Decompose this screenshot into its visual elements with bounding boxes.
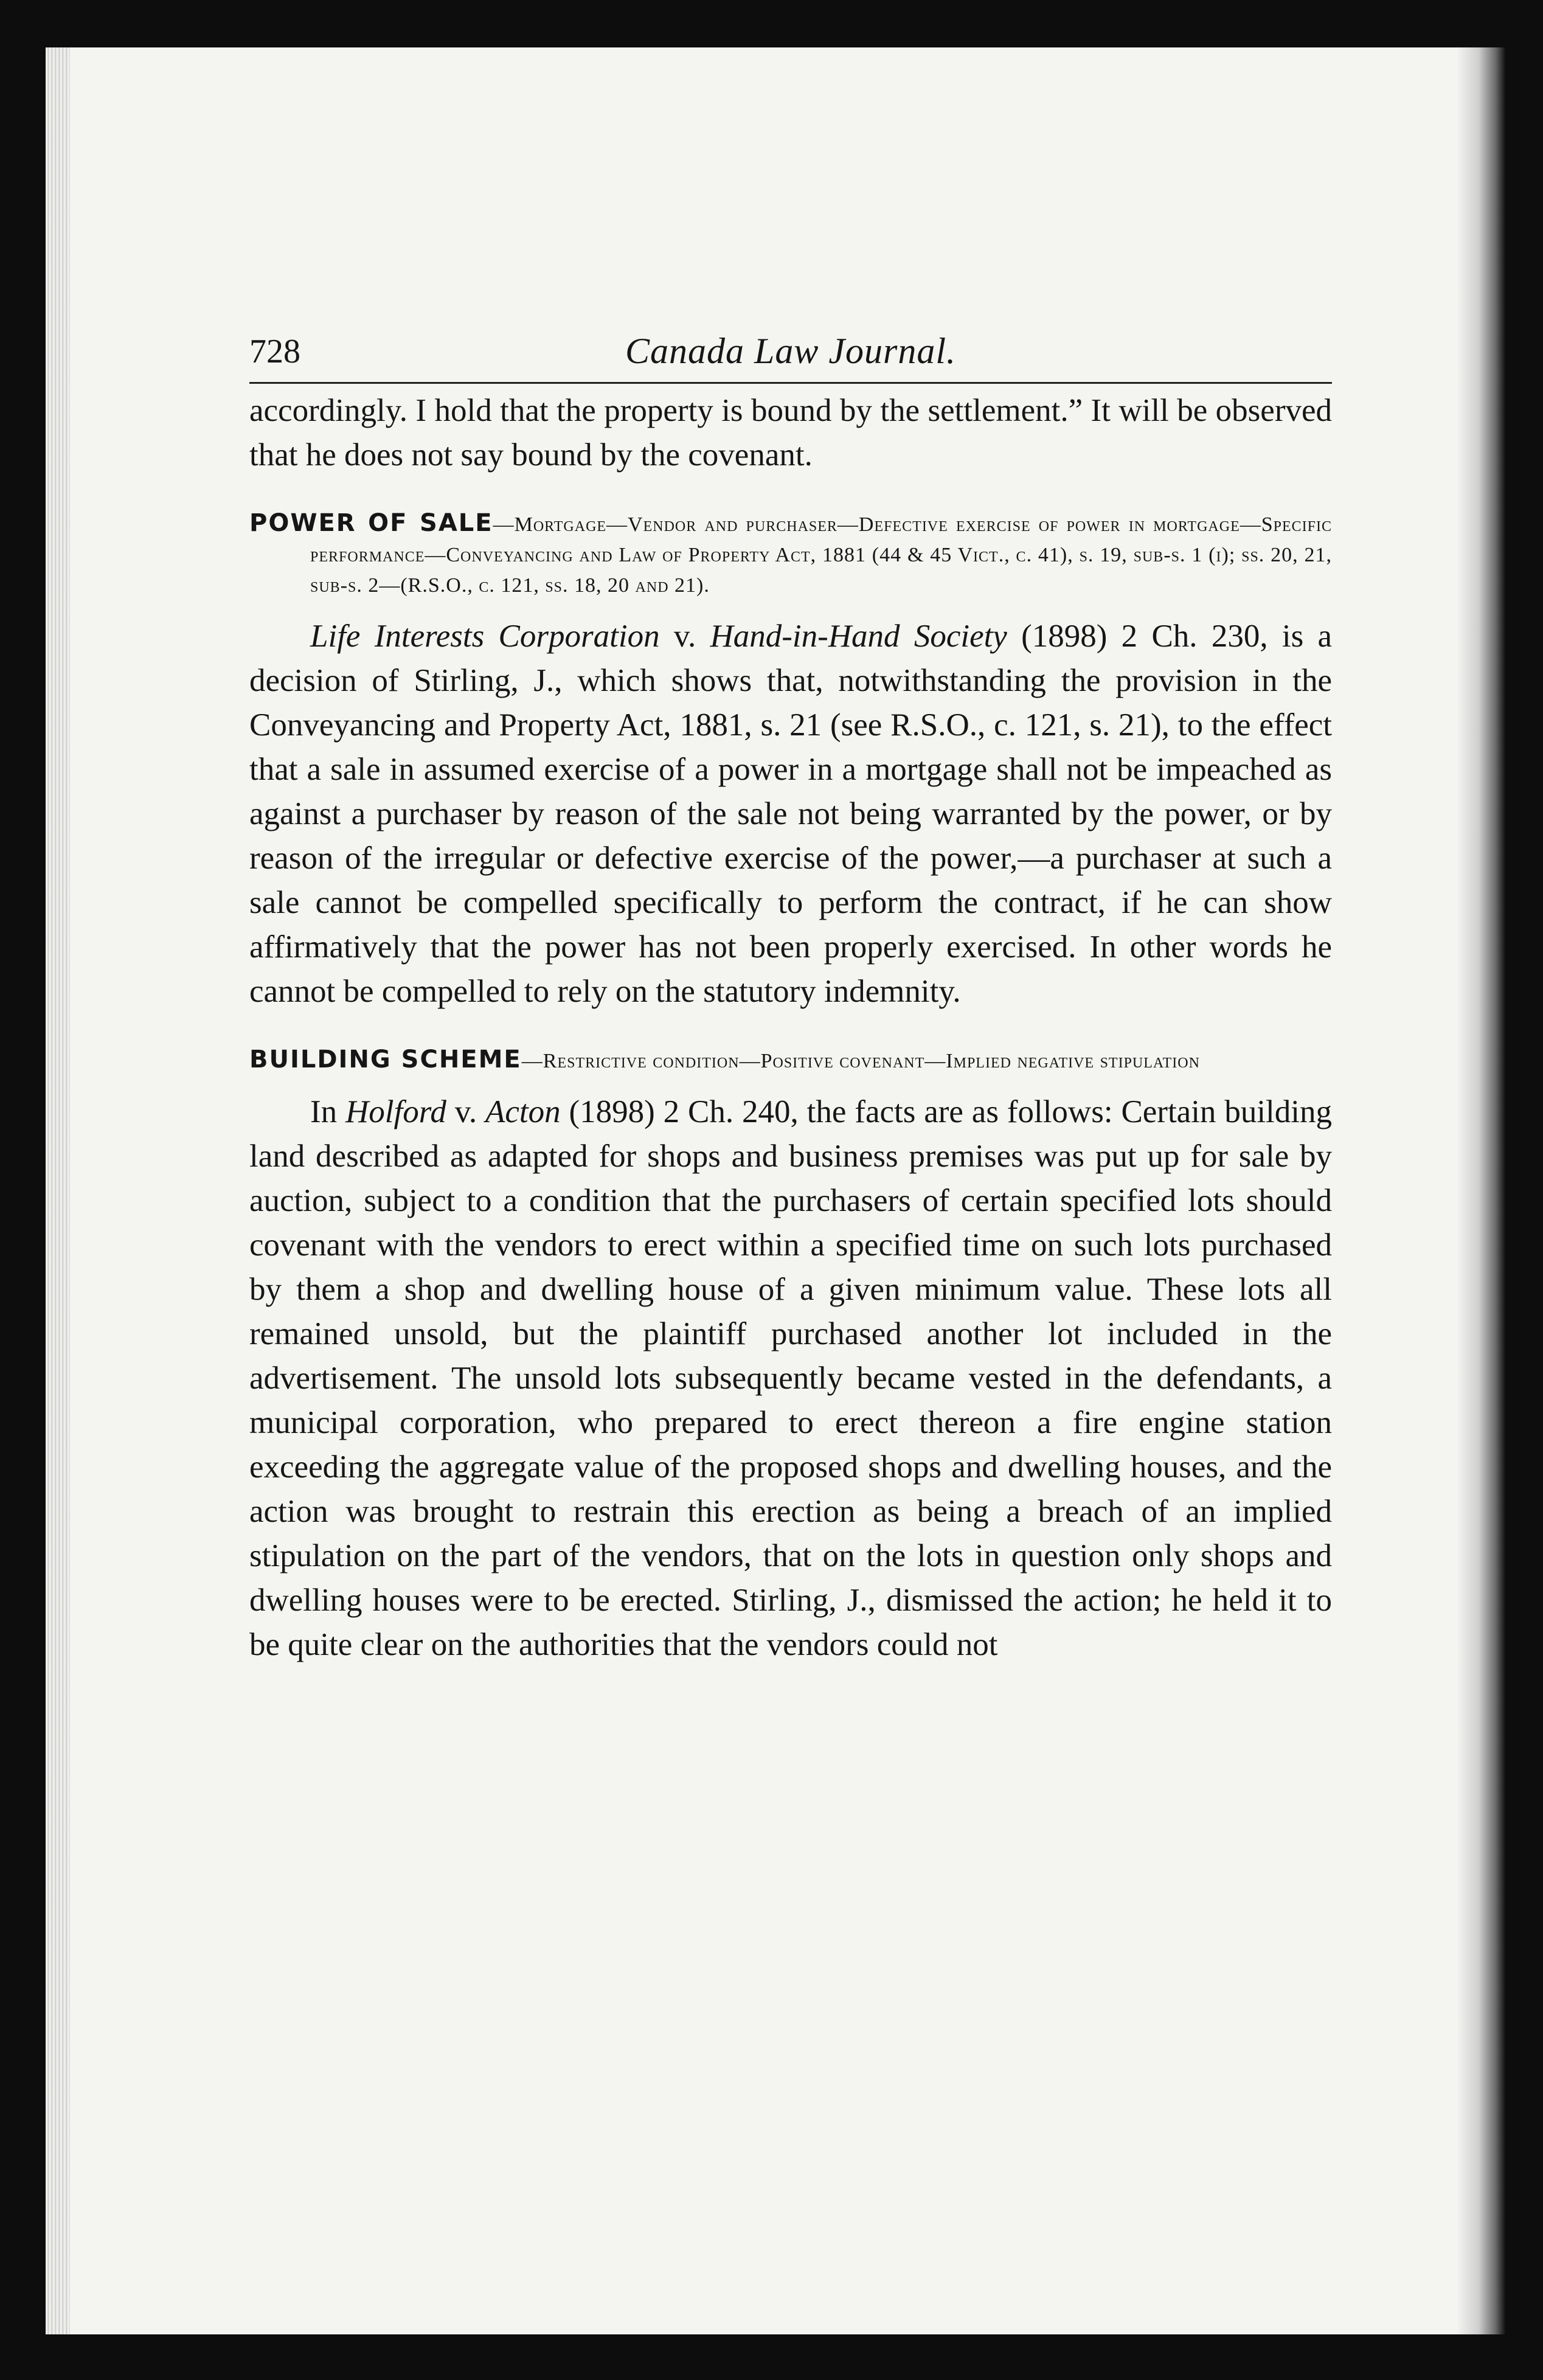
scanned-page [46, 47, 1505, 2334]
case-defendant: Hand-in-Hand Society [710, 619, 1007, 654]
case-versus: v. [659, 619, 710, 654]
opening-paragraph: accordingly. I hold that the property is bound by the settlement.” It will be observed that he does not say bound by the covenant. [249, 393, 1332, 473]
case-plaintiff: Life Interests Corporation [310, 619, 660, 654]
section-title-power-of-sale: POWER OF SALE [249, 509, 493, 537]
page-edge-shadow [1457, 47, 1505, 2334]
headnote-subtitle: —Mortgage—Vendor and purchaser—Defective exercise of power in mortgage—Specific performance—Conveyancing and Law of Property Act, 1881 (44 & 45 Vict., c. 41), s. 19, sub-s. 1 (i); ss. 20, 21, sub-s. 2—(R.S.O., c. 121, ss. 18, 20 and 21). [310, 513, 1332, 597]
binding-edge [46, 47, 70, 2334]
paragraph-power-of-sale [249, 614, 1332, 1014]
running-head [249, 315, 1332, 384]
paragraph-body: (1898) 2 Ch. 230, is a decision of Stirling, J., which shows that, notwithstanding the provision in the Conveyancing and Property Act, 1881, s. 21 (see R.S.O., c. 121, s. 21), to the effect that a sale in assumed exercise of a power in a mortgage shall not be impeached as against a purchaser by reason of the sale not being warranted by the power, or by reason of the irregular or defective exercise of the power,—a purchaser at such a sale cannot be compelled specifically to perform the contract, if he can show affirmatively that the power has not been properly exercised. In other words he cannot be compelled to rely on the statutory indemnity. [249, 619, 1332, 1009]
page-number: 728 [249, 333, 300, 370]
journal-title: Canada Law Journal. [625, 331, 957, 371]
case-plaintiff: Holford [345, 1094, 446, 1129]
headnote-subtitle: —Restrictive condition—Positive covenant—Implied negative stipulation [521, 1050, 1200, 1072]
headnote-power-of-sale [249, 508, 1332, 601]
page-content [249, 315, 1332, 1667]
paragraph-body: (1898) 2 Ch. 240, the facts are as follows: Certain building land described as adapted for shops and business premises was put up for sale by auction, subject to a condition that the purchasers of certain specified lots should covenant with the vendors to erect within a specified time on such lots purchased by them a shop and dwelling house of a given minimum value. These lots all remained unsold, but the plaintiff purchased another lot included in the advertisement. The unsold lots subsequently became vested in the defendants, a municipal corporation, who prepared to erect thereon a fire engine station exceeding the aggregate value of the proposed shops and dwelling houses, and the action was brought to restrain this erection as being a breach of an implied stipulation on the part of the vendors, that on the lots in question only shops and dwelling houses were to be erected. Stirling, J., dismissed the action; he held it to be quite clear on the authorities that the vendors could not [249, 1094, 1332, 1662]
headnote-building-scheme [249, 1044, 1332, 1077]
paragraph-intro: In [310, 1094, 346, 1129]
case-versus: v. [446, 1094, 485, 1129]
section-title-building-scheme: BUILDING SCHEME [249, 1046, 522, 1074]
case-defendant: Acton [485, 1094, 561, 1129]
paragraph-building-scheme [249, 1090, 1332, 1667]
